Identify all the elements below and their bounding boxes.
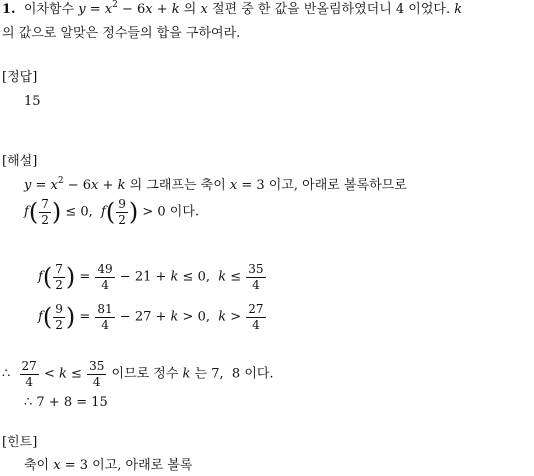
equation-2: f( $\frac{9}{2}$ ) = $\frac{81}{4}$ − 27 + k > 0, k > $\frac{27}{4}$ [38,302,264,332]
problem-line-1: 1. 이차함수 $y = x^2 - 6x + k$ 의 x 절편 중 한 값을 반올림하였더니 4 이었다. k [2,0,463,17]
problem-line-2: 의 값으로 알맞은 정수들의 합을 구하여라. [2,26,241,41]
solution-line-1: $y = x^2 - 6x + k$ 의 그래프는 축이 x = 3 이고, 아래로 볼록하므로 [24,176,407,193]
equation-1: f( $\frac{7}{2}$ ) = $\frac{49}{4}$ − 21 + k ≤ 0, k ≤ $\frac{35}{4}$ [38,262,264,292]
hint-label: [힌트] [2,435,38,450]
hint-text: 축이 x = 3 이고, 아래로 볼록 [24,458,193,473]
problem-number: 1. [2,2,16,17]
solution-label: [해설] [2,154,38,169]
sum-line: ∴ 7 + 8 = 15 [24,395,108,410]
solution-line-2: f( $\frac{7}{2}$ ) ≤ 0, f( $\frac{9}{2}$ ) > 0 이다. [24,197,200,227]
answer-label: [정답] [2,70,38,85]
answer-value: 15 [24,94,41,109]
conclusion: ∴ $\frac{27}{4}$ < k ≤ $\frac{35}{4}$ 이므로 정수 k 는 7, 8 이다. [2,359,274,389]
